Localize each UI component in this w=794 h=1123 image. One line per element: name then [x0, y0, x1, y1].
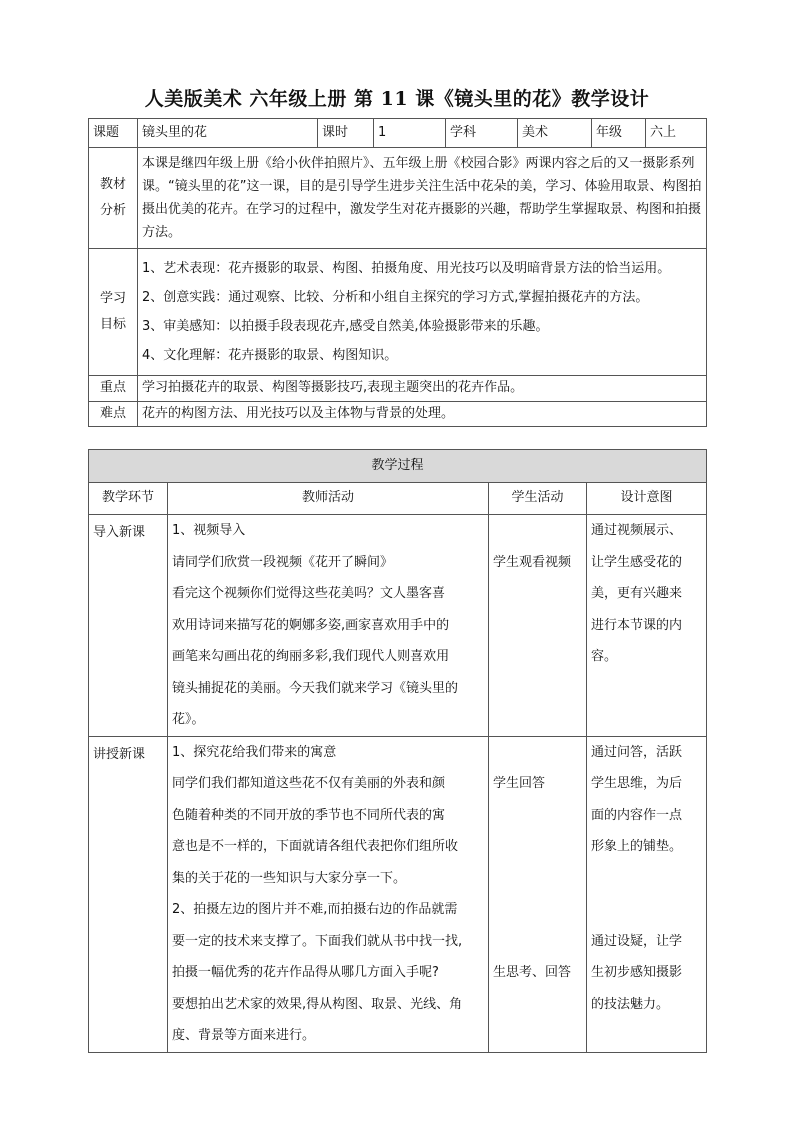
header-teacher: 教师活动 [168, 483, 489, 515]
teacher-line: 2、拍摄左边的图片并不难,而拍摄右边的作品就需 [172, 902, 458, 917]
teacher-line: 镜头捕捉花的美丽。今天我们就来学习《镜头里的 [172, 680, 459, 696]
header-intent: 设计意图 [587, 483, 707, 515]
topic-label: 课题 [89, 119, 138, 148]
info-row-goals [89, 249, 707, 376]
intent-line: 生初步感知摄影 [591, 965, 683, 980]
goal-item: 3、审美感知：以拍摄手段表现花卉,感受自然美,体验摄影带来的乐趣。 [142, 319, 549, 334]
teacher-activity-new-lesson [168, 736, 489, 1052]
info-row-analysis [89, 148, 707, 249]
intent-line: 通过设疑，让学 [591, 933, 683, 949]
goals-list [138, 249, 707, 376]
key-text: 学习拍摄花卉的取景、构图等摄影技巧,表现主题突出的花卉作品。 [138, 376, 707, 402]
header-stage: 教学环节 [89, 483, 168, 515]
teacher-line: 要一定的技术来支撑了。下面我们就从书中找一找, [172, 933, 463, 949]
process-row-intro [89, 515, 707, 737]
student-activity-new-lesson [489, 736, 587, 1052]
intent-line: 通过视频展示、 [591, 523, 683, 538]
grade-value: 六上 [646, 119, 707, 148]
intent-line: 面的内容作一点 [591, 807, 683, 823]
teacher-line: 色随着种类的不同开放的季节也不同所代表的寓 [172, 807, 446, 823]
page-title: 人美版美术 六年级上册 第 11 课《镜头里的花》教学设计 [144, 88, 650, 110]
info-row-key [89, 376, 707, 402]
intent-line: 让学生感受花的 [591, 554, 683, 570]
analysis-label-line: 分析 [99, 203, 126, 218]
intent-line: 进行本节课的内 [591, 617, 683, 633]
intent-line: 形象上的铺垫。 [591, 839, 683, 854]
goals-label-line: 学习 [99, 291, 126, 306]
teacher-line: 意也是不一样的，下面就请各组代表把你们组所收 [172, 839, 459, 854]
teacher-line: 请同学们欣赏一段视频《花开了瞬间》 [172, 554, 394, 570]
lesson-info-table [88, 118, 707, 427]
analysis-text: 本课是继四年级上册《给小伙伴拍照片》、五年级上册《校园合影》两课内容之后的又一摄影系列课。“镜头里的花”这一课，目的是引导学生进步关注生活中花朵的美，学习、体验用取景、构图拍摄出优美的花卉。在学习的过程中，激发学生对花卉摄影的兴趣，帮助学生掌握取景、构图和拍摄方法。 [138, 148, 707, 249]
student-activity-intro [489, 515, 587, 737]
teacher-line: 欢用诗词来描写花的婀娜多姿,画家喜欢用手中的 [172, 617, 450, 633]
intent-line: 容。 [591, 649, 618, 664]
teacher-line: 集的关于花的一些知识与大家分享一下。 [172, 870, 407, 886]
teacher-line: 看完这个视频你们觉得这些花美吗？文人墨客喜 [172, 586, 446, 601]
design-intent-new-lesson [587, 736, 707, 1052]
teacher-line: 度、背景等方面来进行。 [172, 1028, 316, 1043]
analysis-label-line: 教材 [99, 177, 126, 192]
difficulty-label: 难点 [89, 402, 138, 427]
teacher-line: 1、探究花给我们带来的寓意 [172, 744, 337, 760]
goal-item: 2、创意实践：通过观察、比较、分析和小组自主探究的学习方式,掌握拍摄花卉的方法。 [142, 290, 649, 305]
teaching-process-table [88, 449, 707, 1053]
process-band-row [89, 450, 707, 483]
analysis-label [89, 148, 138, 249]
topic-value: 镜头里的花 [138, 119, 318, 148]
teacher-activity-intro [168, 515, 489, 737]
key-label: 重点 [89, 376, 138, 402]
process-header-row [89, 483, 707, 515]
hours-label: 课时 [318, 119, 374, 148]
process-row-new-lesson [89, 736, 707, 1052]
goal-item: 4、文化理解：花卉摄影的取景、构图知识。 [142, 348, 398, 363]
intent-line: 通过问答，活跃 [591, 744, 683, 760]
intent-line: 学生思维，为后 [591, 776, 683, 791]
teacher-line: 要想拍出艺术家的效果,得从构图、取景、光线、角 [172, 996, 463, 1012]
teacher-line: 花》。 [172, 712, 205, 727]
process-band-title: 教学过程 [89, 450, 707, 483]
info-row-topic [89, 119, 707, 148]
stage-new-lesson: 讲授新课 [89, 736, 168, 1052]
hours-value: 1 [374, 119, 446, 148]
teacher-line: 同学们我们都知道这些花不仅有美丽的外表和颜 [172, 776, 446, 791]
goals-label-line: 目标 [99, 317, 126, 332]
info-row-difficulty [89, 402, 707, 427]
subject-label: 学科 [446, 119, 518, 148]
design-intent-intro [587, 515, 707, 737]
intent-line: 的技法魅力。 [591, 996, 670, 1012]
teacher-line: 拍摄一幅优秀的花卉作品得从哪几方面入手呢? [172, 965, 439, 980]
goal-item: 1、艺术表现：花卉摄影的取景、构图、拍摄角度、用光技巧以及明暗背景方法的恰当运用。 [142, 261, 671, 276]
stage-intro: 导入新课 [89, 515, 168, 737]
subject-value: 美术 [518, 119, 592, 148]
teacher-line: 画笔来勾画出花的绚丽多彩,我们现代人则喜欢用 [172, 649, 450, 664]
student-text: 学生观看视频 [493, 554, 572, 570]
header-student: 学生活动 [489, 483, 587, 515]
goals-label [89, 249, 138, 376]
difficulty-text: 花卉的构图方法、用光技巧以及主体物与背景的处理。 [138, 402, 707, 427]
grade-label: 年级 [592, 119, 646, 148]
student-text: 学生回答 [493, 776, 546, 791]
student-text: 生思考、回答 [493, 965, 572, 980]
teacher-line: 1、视频导入 [172, 523, 246, 538]
intent-line: 美，更有兴趣来 [591, 586, 683, 601]
